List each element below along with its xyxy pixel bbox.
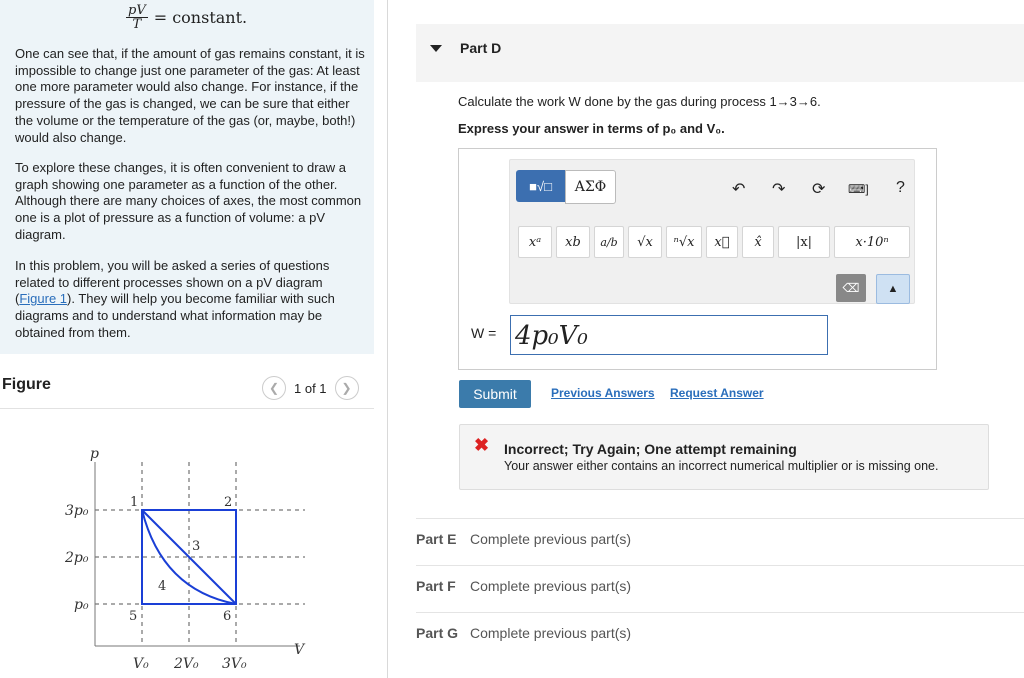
part-g-status: Complete previous part(s): [470, 625, 632, 641]
undo-icon[interactable]: ↶: [732, 181, 746, 198]
point-1: 1: [130, 495, 139, 510]
tick-p0: p₀: [74, 597, 89, 613]
part-e-row[interactable]: [416, 518, 1024, 565]
tick-v0: V₀: [133, 656, 149, 672]
previous-answers-link[interactable]: Previous Answers: [551, 386, 655, 400]
keyboard-icon[interactable]: ⌨]: [848, 182, 869, 196]
process-diagonal: [142, 510, 236, 604]
figure-divider: [0, 408, 374, 409]
math-toolbar: [509, 159, 915, 304]
point-4: 4: [158, 579, 167, 594]
error-x-icon: ✖: [474, 435, 490, 455]
figure-1-link[interactable]: Figure 1: [19, 291, 68, 307]
point-3: 3: [192, 539, 201, 554]
redo-icon[interactable]: ↷: [772, 181, 786, 198]
tick-3v0: 3V₀: [222, 656, 247, 672]
fraction-button[interactable]: a/b: [594, 226, 624, 258]
part-d-header[interactable]: [416, 24, 1024, 82]
formula-denominator: T: [132, 17, 142, 32]
point-6: 6: [223, 609, 232, 624]
answer-label: W =: [471, 325, 497, 341]
para3-after: ). They will help you become familiar with such diagrams and to understand what information may be obtained from them.: [15, 291, 335, 340]
nthroot-button[interactable]: ⁿ√x: [666, 226, 702, 258]
part-g-label: Part G: [416, 625, 459, 641]
figure-title: Figure: [2, 376, 51, 393]
help-button[interactable]: ?: [896, 179, 905, 196]
tick-2p0: 2p₀: [65, 550, 89, 566]
intro-paragraph-3: [15, 258, 367, 342]
pv-diagram: [50, 440, 310, 676]
column-separator: [387, 0, 388, 678]
request-answer-link[interactable]: Request Answer: [670, 386, 764, 400]
greek-button[interactable]: ΑΣΦ: [565, 170, 616, 204]
formula-rhs: = constant.: [153, 8, 248, 27]
template-group: [516, 170, 616, 204]
part-d-label: Part D: [460, 40, 502, 56]
unit-vector-button[interactable]: x̂: [742, 226, 774, 258]
point-2: 2: [224, 495, 233, 510]
templates-button[interactable]: ■√□: [516, 170, 565, 202]
intro-paragraph-1: One can see that, if the amount of gas remains constant, it is impossible to change just one parameter of the gas: At least one more parameter would also change. For instance, if the pressure of the gas is changed, we can be sure that either the volume or the temperature of the gas (or, maybe, both!) would also change.: [15, 46, 365, 145]
part-f-status: Complete previous part(s): [470, 578, 632, 594]
superscript-button[interactable]: xᵃ: [518, 226, 552, 258]
keyboard-toggle-icon[interactable]: ▲: [876, 274, 910, 304]
feedback-title: Incorrect; Try Again; One attempt remaining: [504, 441, 797, 457]
tick-2v0: 2V₀: [174, 656, 199, 672]
point-5: 5: [129, 609, 138, 624]
feedback-box: [459, 424, 989, 490]
part-e-status: Complete previous part(s): [470, 531, 632, 547]
backspace-icon[interactable]: ⌫: [836, 274, 866, 302]
para3-before: In this problem, you will be asked a series of questions related to different processes shown on a pV diagram (: [15, 258, 330, 307]
part-f-row[interactable]: [416, 565, 1024, 612]
gas-law-formula: [126, 4, 247, 31]
part-g-row[interactable]: [416, 612, 1024, 659]
abs-button[interactable]: |x|: [778, 226, 830, 258]
caret-down-icon[interactable]: [430, 45, 442, 52]
feedback-text: Your answer either contains an incorrect numerical multiplier or is missing one.: [504, 459, 939, 473]
axis-label-p: p: [90, 446, 99, 462]
reset-icon[interactable]: ⟳: [812, 181, 826, 198]
part-d-instruction: Express your answer in terms of p₀ and V₀.: [458, 121, 725, 136]
part-d-question: Calculate the work W done by the gas during process 1→3→6.: [458, 94, 821, 109]
axis-label-v: V: [294, 642, 305, 658]
vector-button[interactable]: x⃗: [706, 226, 738, 258]
answer-input[interactable]: 4p₀V₀: [510, 315, 828, 355]
intro-paragraph-2: To explore these changes, it is often convenient to draw a graph showing one parameter as a function of the other. Although there are many choices of axes, the most common one is a plot of pressure as a function of volume: a pV diagram.: [15, 160, 362, 242]
answer-editor: [458, 148, 937, 370]
chevron-left-icon[interactable]: ❮: [262, 376, 286, 400]
sci-notation-button[interactable]: x·10ⁿ: [834, 226, 910, 258]
chevron-right-icon[interactable]: ❯: [335, 376, 359, 400]
pager-text: 1 of 1: [294, 380, 327, 396]
part-f-label: Part F: [416, 578, 456, 594]
submit-button[interactable]: Submit: [459, 380, 531, 408]
sqrt-button[interactable]: √x: [628, 226, 662, 258]
part-e-label: Part E: [416, 531, 457, 547]
subscript-button[interactable]: xb: [556, 226, 590, 258]
formula-fraction: [126, 4, 148, 31]
figure-pager: [262, 376, 359, 400]
intro-panel: [0, 0, 374, 354]
tick-3p0: 3p₀: [65, 503, 89, 519]
formula-numerator: pV: [128, 3, 146, 18]
